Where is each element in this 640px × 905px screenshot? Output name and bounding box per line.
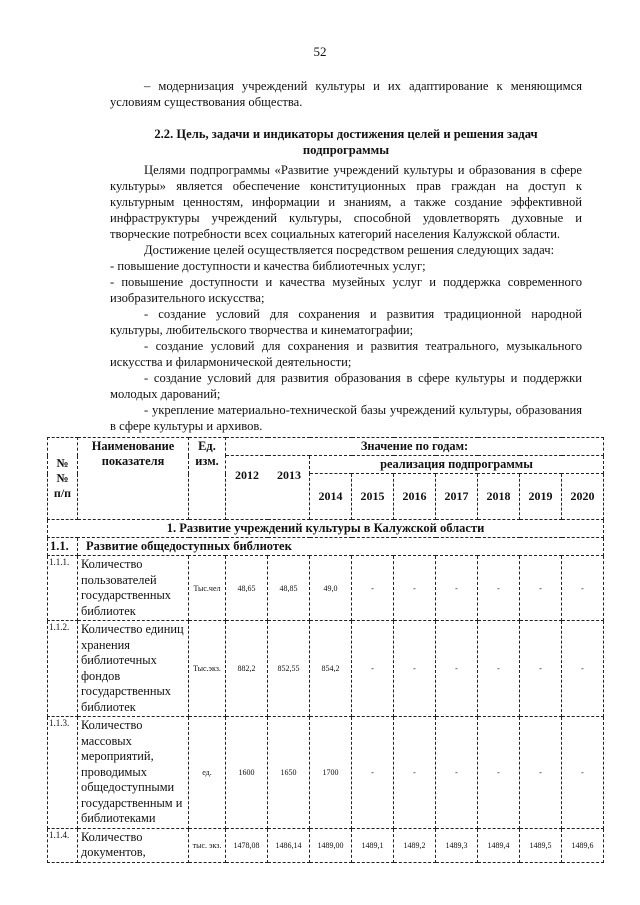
value-cell: - (520, 556, 562, 621)
row-unit: ед. (189, 717, 226, 829)
table-header-row (48, 438, 604, 456)
header-values-by-year: Значение по годам: (226, 438, 604, 456)
subgroup-title: Развитие общедоступных библиотек (78, 538, 604, 556)
value-cell: 854,2 (310, 621, 352, 717)
task-item: - создание условий для сохранения и развития традиционной народной культуры, любительского творчества и кинематографии; (110, 307, 582, 337)
intro-paragraph (110, 78, 582, 110)
row-name: Количество единиц хранения библиотечных фондов государственных библиотек (78, 621, 189, 717)
row-unit: Тыс.чел (189, 556, 226, 621)
table-row (48, 621, 604, 717)
value-cell: - (436, 717, 478, 829)
value-cell: - (478, 556, 520, 621)
intro-text: – модернизация учреждений культуры и их адаптирование к меняющимся условиям существования общества. (110, 79, 582, 109)
row-unit: Тыс.экз. (189, 621, 226, 717)
value-cell: - (394, 621, 436, 717)
tasks-intro: Достижение целей осуществляется посредством решения следующих задач: (144, 243, 555, 257)
year-2017: 2017 (436, 474, 478, 520)
value-cell: 882,2 (226, 621, 268, 717)
header-realization: реализация подпрограммы (310, 456, 604, 474)
year-2018: 2018 (478, 474, 520, 520)
table-row (48, 556, 604, 621)
page-number: 52 (313, 44, 327, 59)
task-item: - создание условий для развития образования в сфере культуры и поддержки молодых дарований; (110, 371, 582, 401)
task-item: - укрепление материально-технической базы учреждений культуры, образования в сфере культуры и архивов. (110, 403, 582, 433)
year-2013: 2013 (277, 468, 301, 482)
value-cell: - (520, 717, 562, 829)
subgroup-num: 1.1. (48, 538, 78, 556)
value-cell: 1489,3 (436, 828, 478, 862)
value-cell: - (436, 621, 478, 717)
row-unit: тыс. экз. (189, 828, 226, 862)
header-num: № № п/п (48, 438, 78, 520)
value-cell: 1489,6 (562, 828, 604, 862)
row-name: Количество пользователей государственных библиотек (78, 556, 189, 621)
value-cell: - (436, 556, 478, 621)
value-cell: - (562, 556, 604, 621)
value-cell: - (352, 621, 394, 717)
value-cell: 1486,14 (268, 828, 310, 862)
row-num: 1.1.4. (48, 828, 78, 862)
section-heading-line2: подпрограммы (302, 143, 390, 157)
row-num: 1.1.1. (48, 556, 78, 621)
value-cell: 1489,1 (352, 828, 394, 862)
value-cell: - (478, 621, 520, 717)
value-cell: 1489,00 (310, 828, 352, 862)
value-cell: 1489,4 (478, 828, 520, 862)
value-cell: 1478,08 (226, 828, 268, 862)
row-num: 1.1.2. (48, 621, 78, 717)
header-name: Наименование показателя (78, 438, 189, 520)
indicators-table (47, 437, 604, 863)
row-num: 1.1.3. (48, 717, 78, 829)
year-2020: 2020 (562, 474, 604, 520)
value-cell: 1489,5 (520, 828, 562, 862)
year-2019: 2019 (520, 474, 562, 520)
year-2014: 2014 (310, 474, 352, 520)
year-2015: 2015 (352, 474, 394, 520)
row-name: Количество массовых мероприятий, проводимых общедоступными государственным и библиотеками (78, 717, 189, 829)
value-cell: 49,0 (310, 556, 352, 621)
group-row (48, 520, 604, 538)
value-cell: - (562, 621, 604, 717)
header-unit: Ед. изм. (189, 438, 226, 520)
value-cell: - (352, 717, 394, 829)
value-cell: - (520, 621, 562, 717)
group1-title: 1. Развитие учреждений культуры в Калужской области (48, 520, 604, 538)
row-name: Количество документов, (78, 828, 189, 862)
value-cell: 48,85 (268, 556, 310, 621)
value-cell: 48,65 (226, 556, 268, 621)
value-cell: - (352, 556, 394, 621)
section-2-2 (110, 126, 582, 434)
value-cell: - (394, 556, 436, 621)
year-2012: 2012 (235, 468, 259, 482)
task-item: - создание условий для сохранения и развития театрального, музыкального искусства и филармонической деятельности; (110, 339, 582, 369)
value-cell: 1700 (310, 717, 352, 829)
value-cell: - (394, 717, 436, 829)
task-item: - повышение доступности и качества библиотечных услуг; (110, 259, 426, 273)
value-cell: 1489,2 (394, 828, 436, 862)
task-item: - повышение доступности и качества музейных услуг и поддержка современного изобразительного искусства; (110, 275, 582, 305)
goal-paragraph: Целями подпрограммы «Развитие учреждений культуры и образования в сфере культуры» является обеспечение конституционных прав граждан на доступ к культурным ценностям, информации и знаниям, а также создание эффективной инфраструктуры учреждений культуры, способной удовлетворять духовные и творческие потребности всех социальных категорий населения Калужской области. (110, 163, 582, 241)
value-cell: 852,55 (268, 621, 310, 717)
value-cell: - (562, 717, 604, 829)
value-cell: 1600 (226, 717, 268, 829)
table-row (48, 828, 604, 862)
subgroup-row (48, 538, 604, 556)
table-row (48, 717, 604, 829)
value-cell: - (478, 717, 520, 829)
value-cell: 1650 (268, 717, 310, 829)
section-heading-line1: 2.2. Цель, задачи и индикаторы достижения целей и решения задач (154, 127, 538, 141)
header-blank (226, 456, 310, 520)
year-2016: 2016 (394, 474, 436, 520)
